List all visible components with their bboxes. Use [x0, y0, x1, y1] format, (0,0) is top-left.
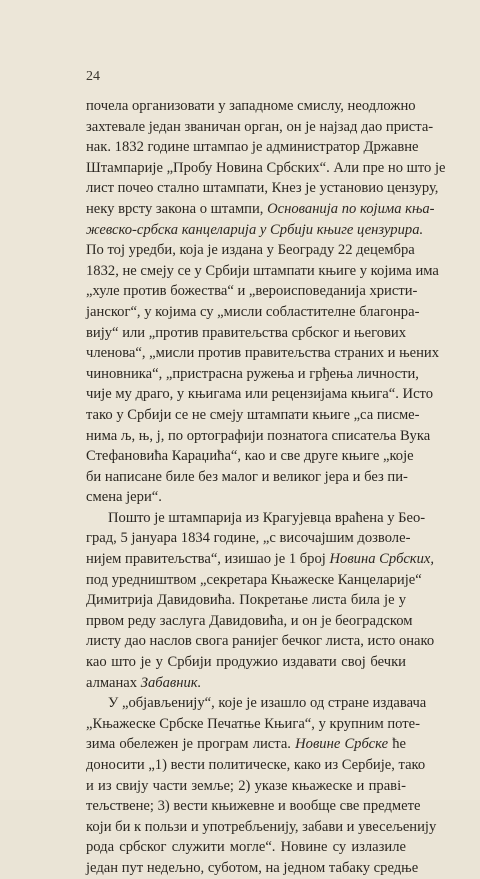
text-run: тако у Србији се не смеју штампати књиге „са писме-	[86, 406, 420, 423]
text-line	[86, 261, 439, 282]
text-line	[86, 858, 419, 879]
text-run: као што је у Србији продужио издавати свој бечки	[86, 654, 406, 671]
text-run: У „објављенију“, које је изашло од стране издавача	[108, 695, 427, 712]
italic-text: Забавник.	[140, 674, 202, 691]
italic-text: жевско-србска канцеларија у Србији књиге цензурира.	[86, 221, 424, 238]
text-line	[86, 611, 413, 632]
text-line	[86, 446, 414, 467]
paragraph	[86, 693, 437, 878]
text-run: зима обележен је програм листа.	[86, 736, 296, 753]
text-run: чиновника“, „пристрасна ружења и грђења личности,	[86, 365, 419, 382]
text-line	[86, 631, 435, 652]
italic-text: Новина Србских,	[329, 551, 435, 568]
text-line	[86, 776, 406, 797]
text-run: би написане биле без малог и великог јера и без пи-	[86, 468, 408, 485]
text-run: један пут недељно, суботом, на једном табаку средње	[86, 859, 419, 876]
text-line	[86, 817, 437, 838]
text-run: и из свију части земље; 2) указе књажеске и праві-	[86, 777, 406, 794]
text-line	[86, 796, 421, 817]
text-run: првом реду заслуга Давидовића, и он је београдском	[86, 612, 413, 629]
text-line	[86, 549, 435, 570]
text-line	[86, 673, 406, 694]
italic-text: Основанија по којима књa-	[267, 200, 435, 217]
text-run: листу дао наслов свога ранијег бечког листа, исто онако	[86, 633, 435, 650]
text-line	[86, 405, 420, 426]
text-line	[86, 384, 434, 405]
text-run: рода србског служити могле“. Новине су излазиле	[86, 839, 406, 856]
text-run: Штампарије „Пробу Новина Србских“. Али пре но што је	[86, 159, 446, 176]
italic-text: Новине Србске	[295, 736, 389, 753]
text-run: ће	[388, 736, 406, 753]
text-line	[86, 487, 406, 508]
text-run: који би к пользи и употребљенију, забави и увесељенију	[86, 818, 437, 835]
text-run: „Књажеске Србске Печатње Књига“, у крупним поте-	[86, 715, 420, 732]
text-run: јанског“, у којима су „мисли собластителне благонра-	[86, 303, 420, 320]
text-line	[86, 364, 419, 385]
text-line	[86, 590, 406, 611]
text-run: 1832, не смеју се у Србији штампати књиге у којима има	[86, 262, 439, 279]
text-line	[86, 734, 406, 755]
text-run: тељствене; 3) вести књижевне и вообще све предмете	[86, 798, 421, 815]
text-line	[86, 528, 411, 549]
text-line	[86, 508, 426, 529]
text-line	[86, 570, 422, 591]
text-run: захтевале један званичан орган, он је најзад дао приста-	[86, 118, 434, 135]
text-run: алманах	[86, 674, 141, 691]
text-run: доносити „1) вести политическе, како из Сербије, тако	[86, 757, 426, 773]
text-line	[86, 323, 406, 344]
text-run: нак. 1832 године штампао је администратор Државне	[86, 139, 419, 156]
text-line	[86, 467, 406, 488]
text-run: вију“ или „против правитељства србског и његовиx	[86, 324, 406, 341]
text-run: нима љ, њ, ј, по ортографији познатога списатеља Вука	[86, 427, 431, 444]
text-line	[86, 343, 440, 364]
text-run: Димитрија Давидовића. Покретање листа била је у	[86, 592, 406, 609]
text-line	[86, 220, 424, 241]
text-line	[86, 755, 426, 776]
text-run: нијем правитељства“, изишао је 1 број	[86, 551, 330, 568]
text-run: „хуле против божества“ и „вероисповеданија христи-	[86, 283, 418, 300]
text-line	[86, 714, 420, 735]
text-run: Стефановића Караџића“, као и све друге књиге „које	[86, 448, 414, 465]
text-line	[86, 117, 434, 138]
text-run: неку врсту закона о штампи,	[86, 200, 268, 217]
text-run: По тој уредби, која је издана у Београду 22 децембра	[86, 242, 415, 259]
text-line	[86, 426, 431, 447]
text-line	[86, 199, 435, 220]
text-run: членова“, „мисли против правитељства страних и њених	[86, 345, 440, 362]
text-run: почела организовати у западноме смислу, неодложно	[86, 98, 416, 114]
text-run: под уредништвом „секретара Књажеске Канцеларије“	[86, 571, 422, 588]
text-line	[86, 137, 419, 158]
text-line	[86, 96, 416, 117]
text-run: Пошто је штампарија из Крагујевца враћена у Бео-	[108, 509, 426, 526]
body-text	[86, 96, 446, 879]
text-run: град, 5 јануара 1834 године, „с височајшим дозволе-	[86, 530, 411, 547]
text-run: смена јери“.	[86, 489, 162, 506]
paragraph	[86, 508, 435, 693]
text-line	[86, 240, 415, 261]
text-line	[86, 178, 439, 199]
text-line	[86, 837, 406, 858]
text-run: лист почео стално штампати, Кнез је установио цензуру,	[86, 180, 439, 197]
text-line	[86, 281, 418, 302]
text-line	[86, 302, 420, 323]
page-number: 24	[86, 69, 100, 84]
text-line	[86, 158, 446, 179]
paragraph	[86, 96, 446, 508]
text-line	[86, 652, 406, 673]
text-line	[86, 693, 427, 714]
text-run: чије му драго, у књигама или рецензијама књига“. Исто	[86, 386, 434, 403]
